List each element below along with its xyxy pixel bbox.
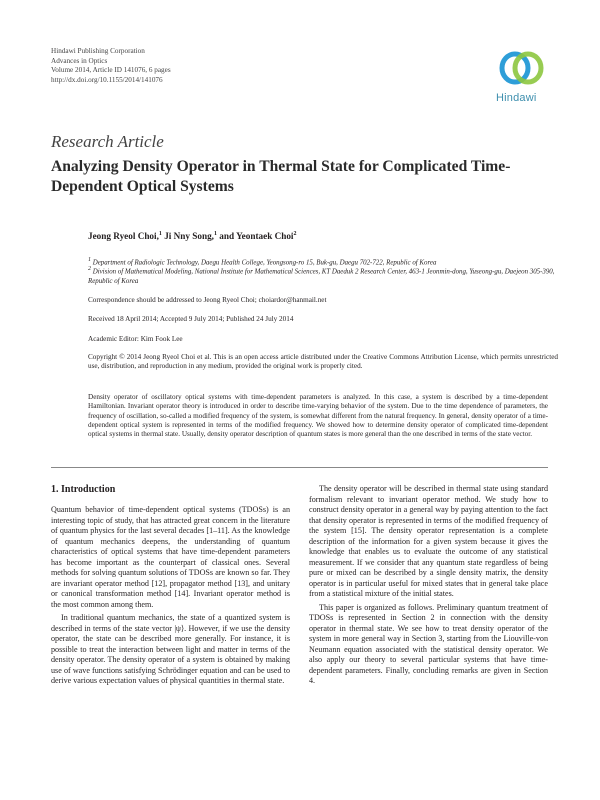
publisher-line: Hindawi Publishing Corporation	[51, 47, 145, 55]
publication-dates: Received 18 April 2014; Accepted 9 July 2014; Published 24 July 2014	[88, 315, 294, 323]
section-heading: 1. Introduction	[51, 484, 116, 495]
body-paragraph: This paper is organized as follows. Preliminary quantum treatment of TDOSs is represented in Section 2 in connection with the density operator in thermal state. We see how to treat density operator of the system in more general way in Section 3, starting from the Liouville-von Neumann equation associated with the statistical density operator. We also apply our theory to several particular systems that have time-dependent parameters. Finally, concluding remarks are given in Section 4.	[309, 602, 548, 685]
affiliation-text: Division of Mathematical Modeling, National Institute for Mathematical Sciences, KT Daeduk 2 Research Center, 463-1 Jeonmin-dong, Yuseong-gu, Daejeon 305-390, Republic of Korea	[88, 268, 555, 285]
body-paragraph: Quantum behavior of time-dependent optical systems (TDOSs) is an interesting topic of study, that has attracted great concern in the literature of quantum physics for the last several decades [1–11]. As the knowledge of quantum mechanics deepens, the understanding of quantum characteristics of optical systems that have time-dependent parameters has become important as the counterpart of classical ones. Several methods for solving quantum solutions of TDOSs are known so far. They are invariant operator method [12], propagator method [13], and unitary or canonical transformation method [14]. Invariant operator method is the most common among them.	[51, 505, 290, 609]
academic-editor: Academic Editor: Kim Fook Lee	[88, 335, 183, 343]
logo-wordmark: Hindawi	[496, 92, 537, 104]
body-paragraph: In traditional quantum mechanics, the state of a quantized system is described in terms of the state vector |ψ⟩. However, if we use the density operator, the state can be described more generally. For instance, it is possible to treat the interaction between light and matter in terms of the density operator. The density operator of a system is obtained by making use of wave functions satisfying Schrödinger equation and can be used to derive various expectation values of physical quantities in thermal state.	[51, 613, 290, 685]
author-name: Ji Nny Song,	[161, 231, 214, 242]
abstract-text: Density operator of oscillatory optical systems with time-dependent parameters is analyzed. In this case, a system is described by a time-dependent Hamiltonian. Invariant operator theory is introduced in order to describe time-varying behavior of the system. Due to the time dependence of parameters, the frequency of oscillation, so-called a modified frequency of the system, is somewhat different from the natural frequency. In general, density operator of a time-dependent optical system is represented in terms of the modified frequency. We showed how to determine density operator of complicated time-dependent optical systems in thermal state. Usually, density operator description of quantum states is more general than the one described in terms of the state vector.	[88, 393, 548, 439]
affiliation-mark: 1	[158, 231, 162, 237]
affiliation-text: Department of Radiologic Technology, Daegu Health College, Yeongsong-ro 15, Buk-gu, Daegu 702-722, Republic of Korea	[92, 259, 437, 267]
article-type: Research Article	[51, 132, 164, 151]
author-name: Jeong Ryeol Choi,	[88, 231, 159, 242]
paper-title: Analyzing Density Operator in Thermal State for Complicated Time-Dependent Optical Systems	[51, 158, 511, 195]
affiliation-number: 1	[88, 257, 91, 263]
affiliation-number: 2	[88, 266, 91, 272]
doi-link[interactable]: http://dx.doi.org/10.1155/2014/141076	[51, 75, 163, 84]
section-divider	[51, 467, 548, 468]
correspondence-line: Correspondence should be addressed to Jeong Ryeol Choi; choiardor@hanmail.net	[88, 296, 327, 304]
affiliation-mark: 2	[293, 231, 297, 237]
journal-name: Advances in Optics	[51, 56, 108, 65]
author-conjunction: and	[216, 231, 237, 242]
affiliation-mark: 1	[213, 231, 217, 237]
body-paragraph: The density operator will be described in thermal state using standard formalism relevant to invariant operator method. We study how to construct density operator in a general way by paying attention to the fact that density operator is represented in terms of the modified frequency of the system [15]. The density operator representation is a complete description of the information for a given system because it gives the knowledge that enables us to evaluate the outcome of any statistical measurement. If we consider that any quantum state regardless of being pure or mixed can be described by a single density matrix, the density operator is in particular useful for mixed states that in general take place from a statistical mixture of the initial states.	[309, 484, 548, 598]
right-column	[309, 484, 548, 687]
author-name: Yeontaek Choi	[236, 231, 294, 242]
author-list	[88, 231, 297, 241]
affiliation-2	[88, 265, 558, 286]
left-column	[51, 505, 290, 687]
journal-header	[51, 47, 171, 85]
volume-line: Volume 2014, Article ID 141076, 6 pages	[51, 66, 171, 75]
copyright-notice: Copyright © 2014 Jeong Ryeol Choi et al. This is an open access article distributed under the Creative Commons Attribution License, which permits unrestricted use, distribution, and reproduction in any medium, provided the original work is properly cited.	[88, 353, 558, 371]
